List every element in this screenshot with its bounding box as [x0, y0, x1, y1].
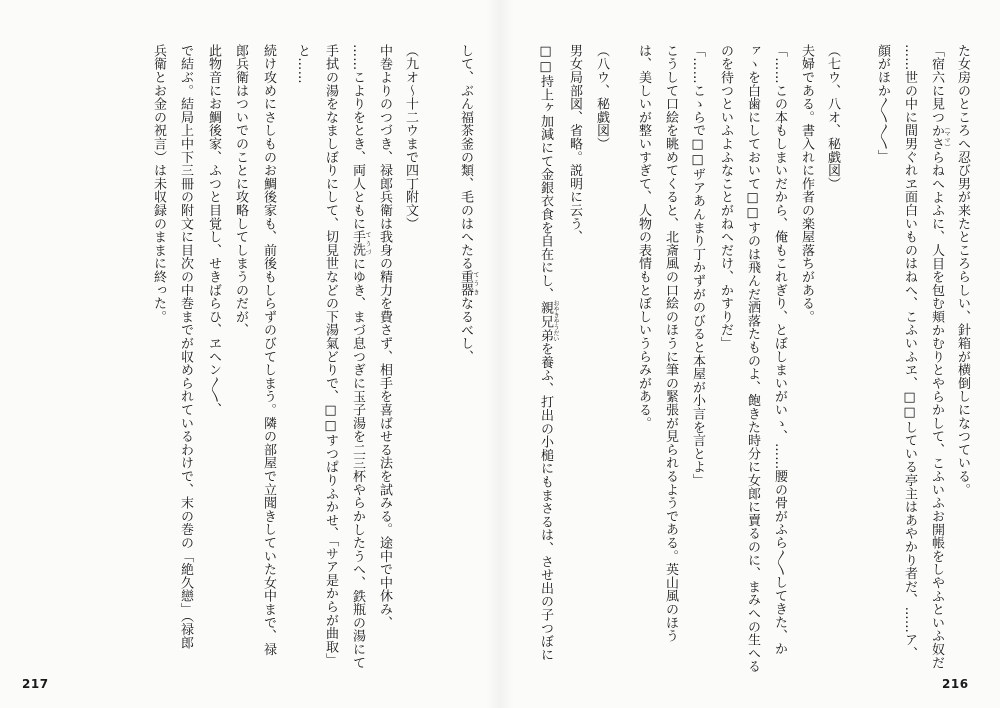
text-column: は、美しいが整いすぎて、人物の表情もとぼしいうらみがある。: [636, 44, 651, 430]
text-column: 此物音にお鯛後家、ふつと目覚し、せきばらひ、ヱヘン〳〵、: [206, 44, 221, 417]
ruby-base: 重器: [458, 270, 473, 297]
text-column: 兵衛とお金の祝言）は未収録のままに終った。: [151, 44, 166, 324]
text-column: [349, 44, 371, 669]
ruby-base: かさ: [929, 123, 944, 151]
text-column: 夫婦である。書入れに作者の楽屋落ちがある。: [799, 44, 814, 324]
text-segment: らねへよふに、人目を包む頬かむりとやらかして、こふいふお開帳をしやふといふ奴だ: [929, 150, 944, 670]
text-column: 郎兵衛はついでのことに攻略してしまうのだが、: [233, 44, 248, 337]
section-heading: （八ウ、秘戯図）: [594, 44, 609, 151]
ruby-annotation: [929, 123, 950, 151]
text-column: 顔がほか〳〵〳〵」: [875, 44, 890, 164]
text-column: ……世の中に間男ぐれヱ面白いものはねへ、こふいふヱ、□□している亭主はあやかり者だ、……ア、: [902, 44, 917, 660]
text-column: [928, 44, 950, 669]
text-column: のを待つといふよふなことがねへだけ、かすりだ」: [718, 44, 733, 350]
text-column: た女房のところへ忍び男が来たところらしい、針箱が横倒しになつている。: [955, 44, 970, 497]
text-segment: なるべし、: [458, 296, 473, 364]
text-column: 続け攻めにさしものお鯛後家も、前後もしらずのびてしまう。隣の部屋で立聞きしていた女中まで、禄: [261, 44, 276, 656]
ruby-text: てうづ: [364, 230, 371, 257]
page-number: 216: [942, 677, 969, 691]
section-heading: （七ウ、八オ、秘戯図）: [825, 44, 840, 191]
ruby-text: （ママ）: [943, 123, 950, 151]
text-column: 中巻よりのつづき、禄郎兵衛は我身の精力を費さず、相手を喜ばせる法を試みる。途中で中休み、: [377, 44, 392, 630]
page-number: 217: [22, 677, 49, 691]
text-segment: 「宿六に見つ: [929, 44, 944, 124]
text-column: 「……こゝらで□□ザアあんまり丁かずがのびると本屋が小言を言とよ」: [690, 44, 705, 487]
text-column: [457, 44, 479, 363]
text-column: [537, 44, 559, 661]
text-column: ァヽを白歯にしておいて□□すのは飛んだ洒落たものよ、飽きた時分に女郎に賣るのに、まみへの生へる: [745, 44, 760, 674]
ruby-annotation: [458, 270, 479, 297]
section-heading: （九オ〜十二ウまで四丁附文）: [403, 44, 418, 231]
text-column: 男女局部図、省略。説明に云う、: [567, 44, 582, 244]
ruby-base: 手洗: [350, 230, 365, 257]
text-column: 「……この本もしまいだから、俺もこれぎり、とぼしまいがいゝ、……腰の骨がふら〳〵してきた、か: [772, 44, 787, 656]
text-segment: ……こよりをとき、両人ともに: [350, 44, 365, 231]
text-segment: して、ぶん福茶釜の類、毛のはへたる: [458, 44, 473, 271]
text-column: で結ぶ。結局上中下三冊の附文に目次の中巻までが収められているわけで、末の巻の「絶久戀」（禄郎: [178, 44, 193, 650]
text-segment: にゆき、まづ息つぎに玉子湯を二三杯やらかしたうへ、鉄瓶の湯にて: [350, 256, 365, 670]
ruby-base: 親兄弟: [538, 300, 553, 343]
ruby-annotation: [350, 230, 371, 257]
ruby-annotation: [538, 300, 559, 343]
ruby-text: てうき: [472, 270, 479, 297]
text-column: 手拭の湯をなましぼりにして、切見世などの下湯氣どりで、□□すつぱりふかせ、「サア是からが曲取」: [323, 44, 338, 667]
ruby-text: おやきやうだい: [552, 300, 559, 343]
text-column: と……: [295, 44, 310, 84]
text-segment: を養ふ、打出の小槌にもまさるは、させ出の子つぼに: [538, 342, 553, 662]
text-segment: □□持上ヶ加減にて金銀衣食を自在にし、: [538, 44, 553, 301]
page-216: [500, 0, 1000, 708]
text-column: こうして口絵を眺めてくると、北斎風の口絵のほうに筆の緊張が見られるようである。英山風のほう: [663, 44, 678, 643]
